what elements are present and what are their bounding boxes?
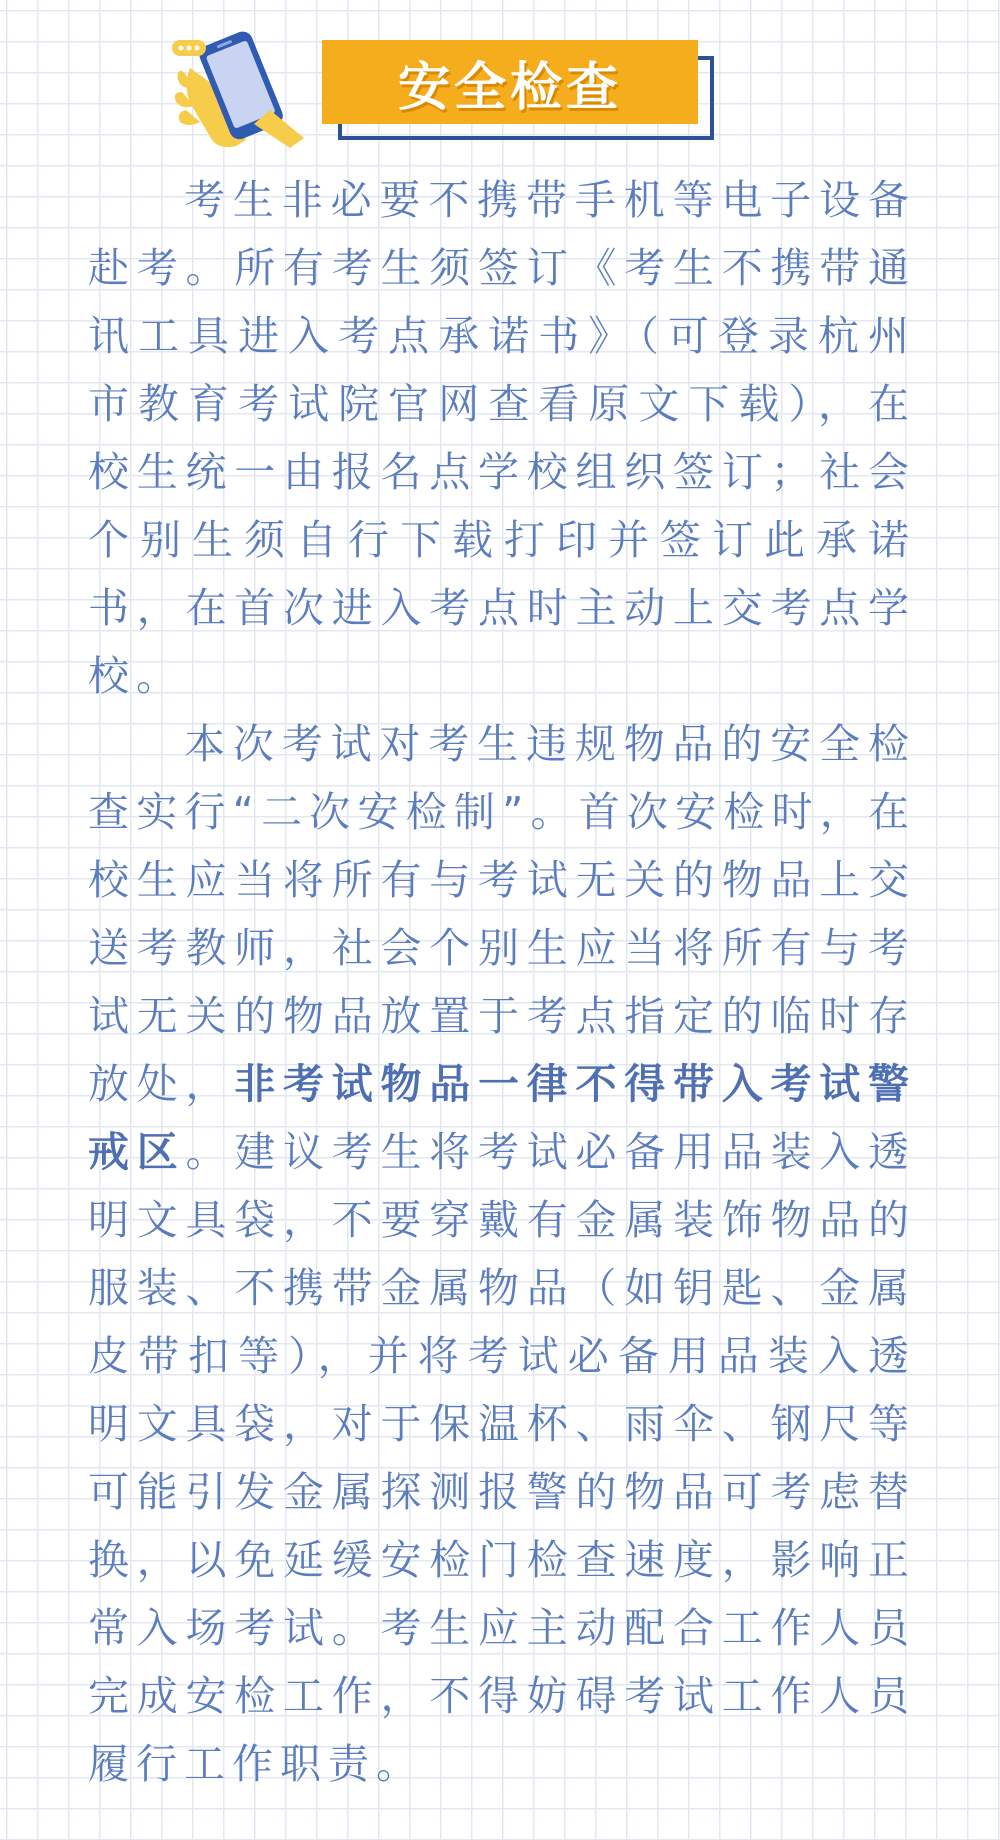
section-title: 安全检查 [397,57,622,118]
paragraph-text: 本次考试对考生违规物品的安全检查实行“二次安检制”。首次安检时，在校生应当将所有与考试无关的物品上交送考教师，社会个别生应当将所有与考试无关的物品放置于考点指定的临时存放处， [88,720,916,1108]
article-body [88,166,916,1798]
phone-in-hand-icon [172,28,312,154]
paragraph-text: 。建议考生将考试必备用品装入透明文具袋，不要穿戴有金属装饰物品的服装、不携带金属物品（如钥匙、金属皮带扣等），并将考试必备用品装入透明文具袋，对于保温杯、雨伞、钢尺等可能引发金属探测报警的物品可考虑替换，以免延缓安检门检查速度，影响正常入场考试。考生应主动配合工作人员完成安检工作，不得妨碍考试工作人员履行工作职责。 [88,1128,916,1788]
title-banner [322,40,698,124]
section-header [0,0,1000,160]
paragraph-security-check [88,710,916,1798]
paragraph-phone-policy: 考生非必要不携带手机等电子设备赴考。所有考生须签订《考生不携带通讯工具进入考点承诺书》（可登录杭州市教育考试院官网查看原文下载），在校生统一由报名点学校组织签订；社会个别生须自行下载打印并签订此承诺书，在首次进入考点时主动上交考点学校。 [88,176,916,700]
emphasis-text: 非考试物品一律不得带入考试警戒区 [88,1060,916,1176]
